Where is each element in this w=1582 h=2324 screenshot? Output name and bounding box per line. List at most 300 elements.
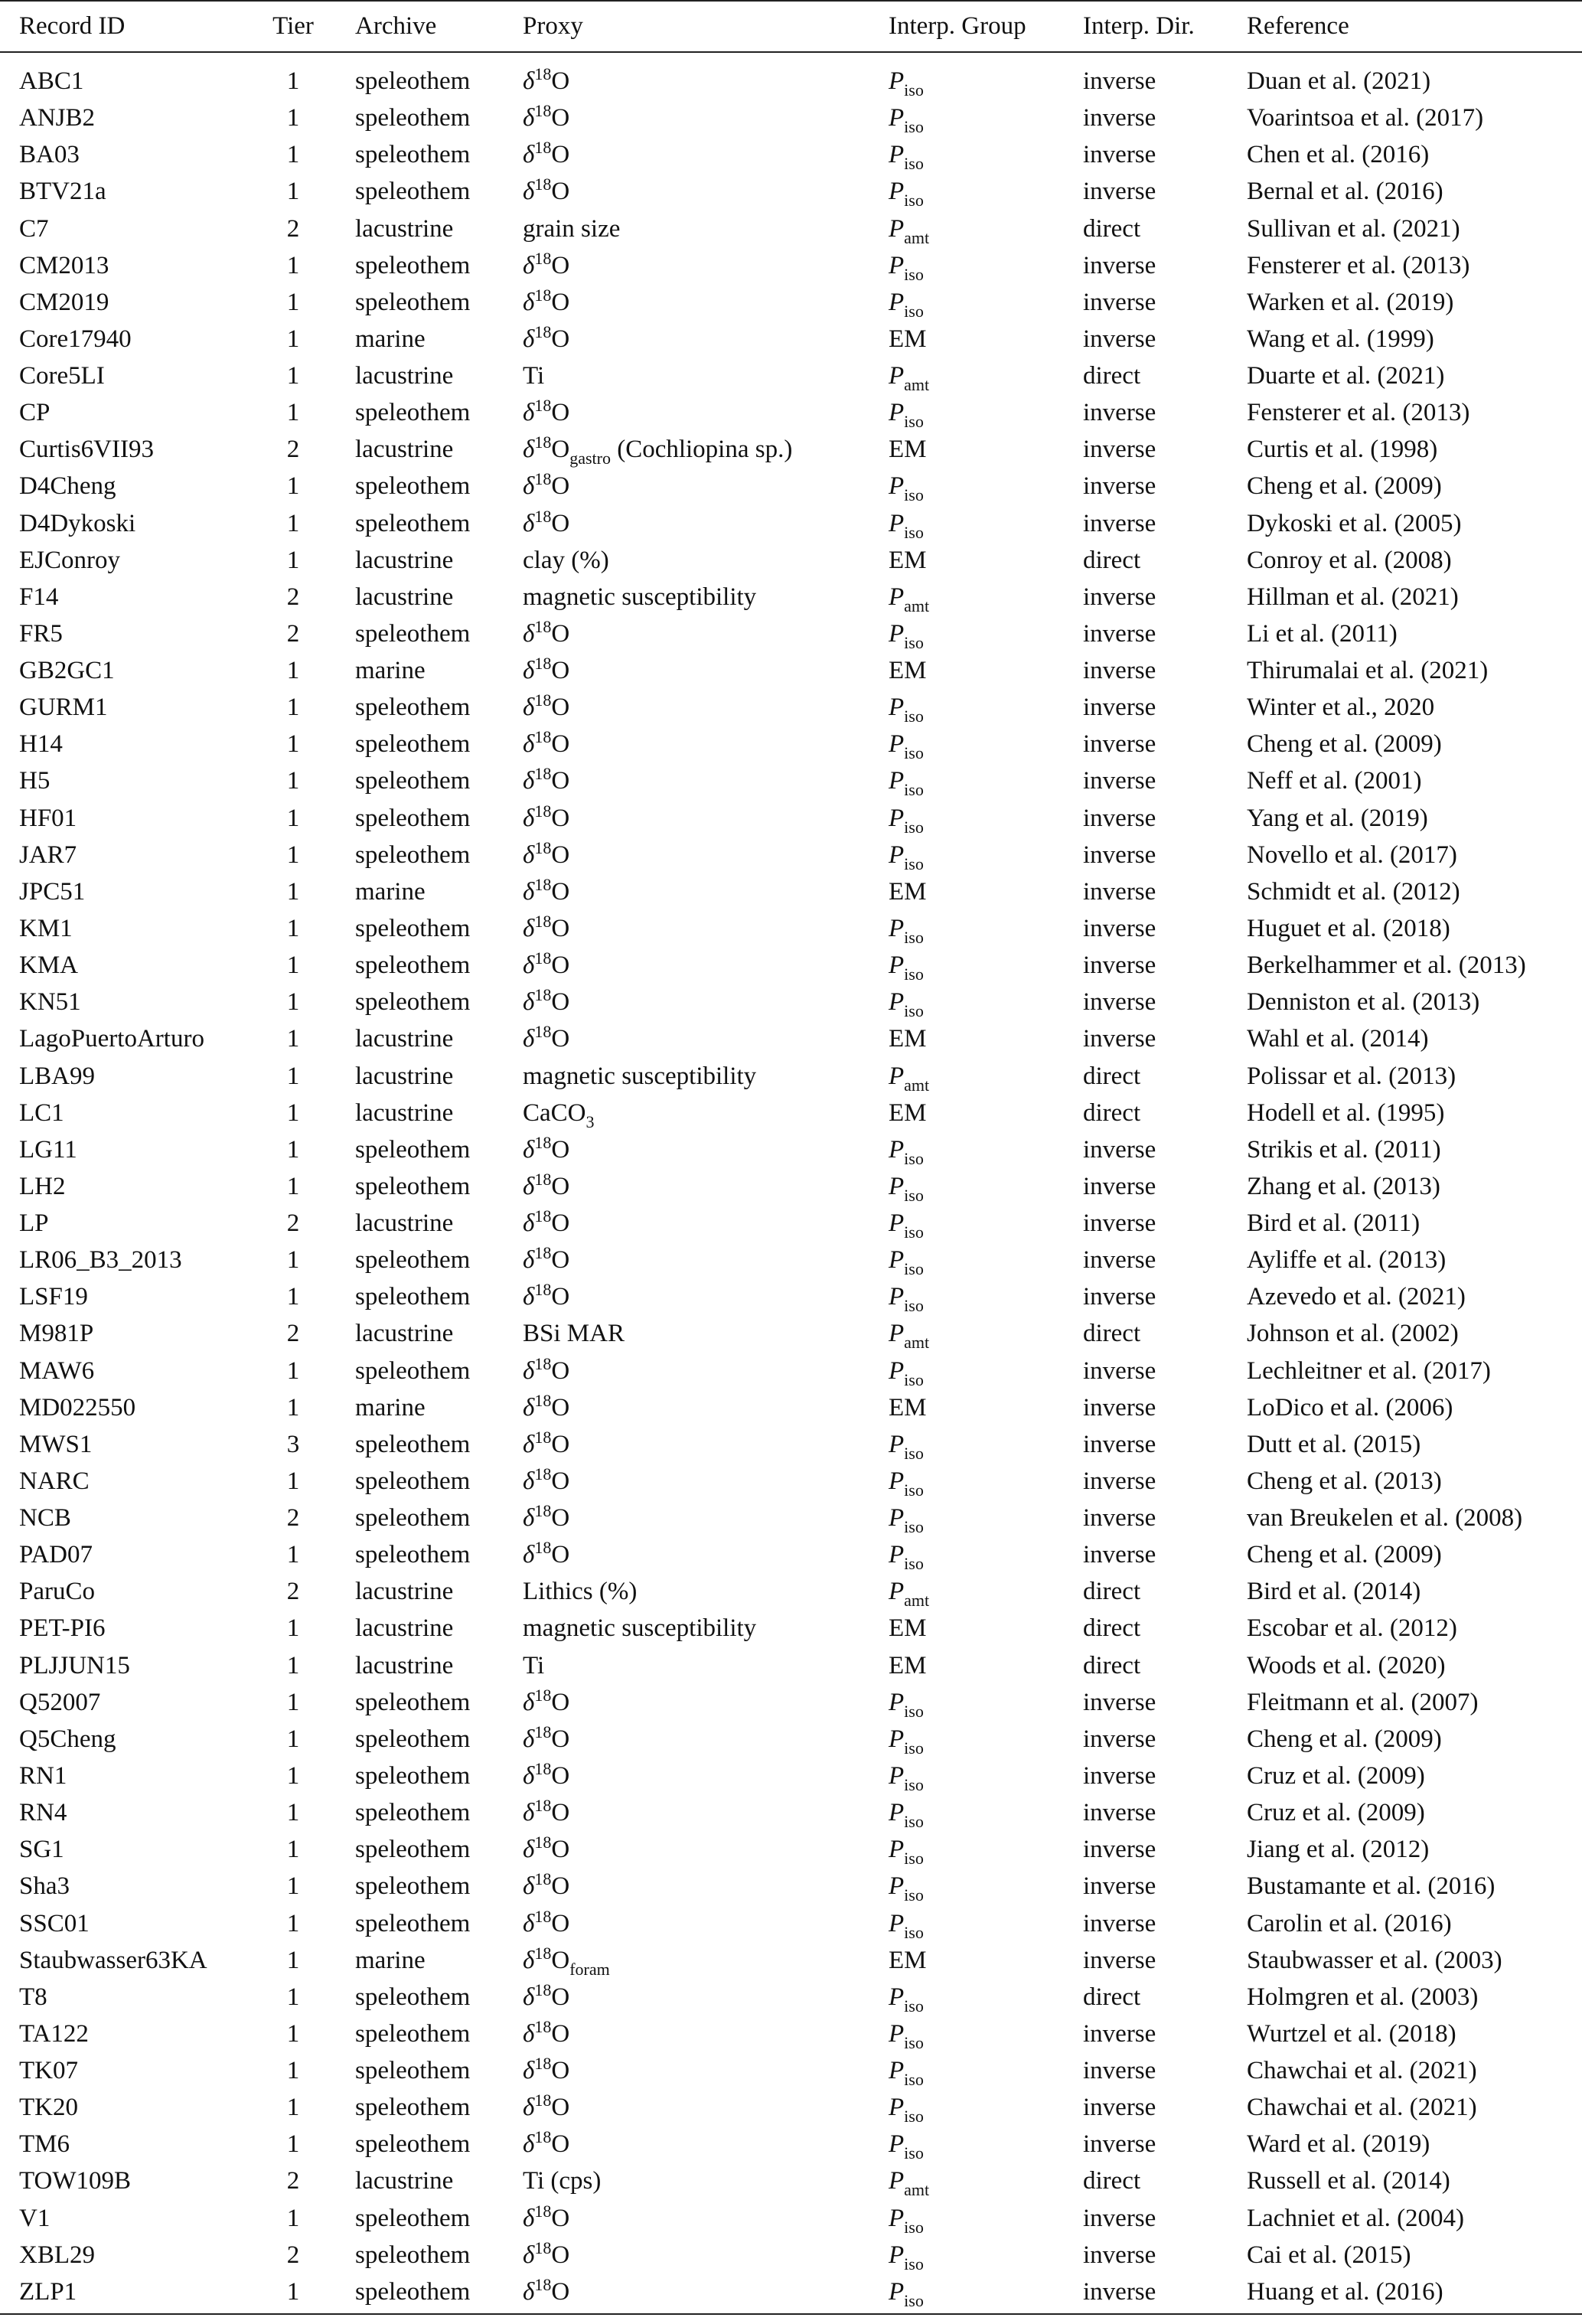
proxy-sup: 18 [534, 1280, 552, 1300]
reference: Russell et al. (2014) [1247, 2167, 1450, 2195]
proxy-sup: 18 [534, 2016, 552, 2036]
interp-dir: inverse [1083, 1025, 1156, 1053]
proxy-delta: δ [523, 988, 535, 1017]
record-id: ParuCo [19, 1578, 95, 1606]
proxy-sup: 18 [534, 911, 552, 931]
interp-dir: inverse [1083, 767, 1156, 795]
archive: speleothem [355, 1135, 471, 1164]
interp-group-sub: iso [904, 1554, 924, 1574]
record-id: PET-PI6 [19, 1614, 106, 1643]
proxy [523, 2126, 569, 2165]
interp-group [889, 1831, 924, 1870]
proxy-base: O [551, 1393, 570, 1421]
interp-group [889, 1536, 924, 1575]
interp-dir: inverse [1083, 2277, 1156, 2306]
interp-group-base: P [889, 67, 905, 95]
reference: Berkelhammer et al. (2013) [1247, 951, 1526, 980]
proxy [523, 837, 569, 876]
tier: 1 [286, 1799, 300, 1827]
interp-group-sub: iso [904, 1369, 924, 1389]
interp-group-sub: iso [904, 2107, 924, 2127]
tier: 1 [286, 509, 300, 537]
proxy [523, 431, 792, 470]
interp-group [889, 800, 924, 839]
reference: Dutt et al. (2015) [1247, 1430, 1421, 1458]
interp-group [889, 947, 924, 986]
record-id: D4Dykoski [19, 509, 136, 537]
proxy-base: Ti [523, 1651, 545, 1679]
reference: Wang et al. (1999) [1247, 325, 1434, 353]
tier: 1 [286, 1836, 300, 1864]
interp-dir: inverse [1083, 1504, 1156, 1532]
reference: Chawchai et al. (2021) [1247, 2057, 1477, 2085]
table-row [0, 1095, 1582, 1131]
interp-dir: inverse [1083, 141, 1156, 169]
reference: Schmidt et al. (2012) [1247, 877, 1460, 906]
reference: Woods et al. (2020) [1247, 1651, 1446, 1679]
proxy-delta: δ [523, 1909, 535, 1937]
interp-dir: inverse [1083, 840, 1156, 869]
proxy [523, 1020, 569, 1059]
interp-group [889, 689, 924, 728]
proxy [523, 615, 569, 654]
interp-group [889, 321, 927, 357]
record-id: JPC51 [19, 877, 86, 906]
interp-group-base: P [889, 288, 905, 316]
interp-group [889, 615, 924, 654]
proxy-sup: 18 [534, 2238, 552, 2257]
archive: marine [355, 1946, 426, 1974]
interp-group-sub: iso [904, 264, 924, 284]
interp-group-base: P [889, 2094, 905, 2122]
proxy-sup: 18 [534, 654, 552, 674]
table-row [0, 468, 1582, 504]
interp-group-base: EM [889, 1614, 927, 1643]
interp-group-base: P [889, 1578, 905, 1606]
table-row [0, 2162, 1582, 2199]
interp-group-sub: iso [904, 412, 924, 432]
interp-group-base: P [889, 509, 905, 537]
record-id: CM2019 [19, 288, 109, 316]
interp-group-sub: iso [904, 2290, 924, 2310]
tier: 1 [286, 694, 300, 722]
reference: Cheng et al. (2009) [1247, 1541, 1442, 1569]
interp-dir: inverse [1083, 1209, 1156, 1238]
reference: LoDico et al. (2006) [1247, 1393, 1453, 1421]
proxy-delta: δ [523, 472, 535, 501]
proxy-delta: δ [523, 767, 535, 795]
interp-dir: inverse [1083, 2241, 1156, 2269]
archive: speleothem [355, 619, 471, 648]
tier: 2 [286, 1578, 300, 1606]
proxy [523, 652, 569, 691]
table-row [0, 1536, 1582, 1573]
proxy [523, 1758, 569, 1797]
archive: lacustrine [355, 1578, 454, 1606]
reference: Cai et al. (2015) [1247, 2241, 1411, 2269]
interp-group-sub: iso [904, 743, 924, 763]
proxy [523, 873, 569, 912]
tier: 1 [286, 2094, 300, 2122]
proxy-base: BSi MAR [523, 1320, 625, 1348]
tier: 1 [286, 472, 300, 501]
archive: lacustrine [355, 214, 454, 243]
proxy-sup: 18 [534, 2054, 552, 2074]
proxy-base: O [551, 1946, 570, 1974]
reference: Lachniet et al. (2004) [1247, 2204, 1465, 2232]
table-row [0, 542, 1582, 579]
header-interp-group: Interp. Group [889, 12, 1026, 40]
archive: lacustrine [355, 362, 454, 390]
table-row [0, 1905, 1582, 1942]
proxy [523, 2162, 601, 2199]
proxy-base: O [551, 1799, 570, 1827]
record-id: ZLP1 [19, 2277, 77, 2306]
proxy [523, 689, 569, 728]
interp-group-base: P [889, 1799, 905, 1827]
interp-group-base: P [889, 141, 905, 169]
interp-dir: inverse [1083, 619, 1156, 648]
interp-group [889, 1278, 924, 1317]
reference: Lechleitner et al. (2017) [1247, 1356, 1491, 1385]
table-row [0, 321, 1582, 357]
interp-group-sub: iso [904, 1885, 924, 1905]
tier: 1 [286, 141, 300, 169]
archive: lacustrine [355, 1614, 454, 1643]
interp-dir: direct [1083, 1614, 1141, 1643]
proxy-sup: 18 [534, 690, 552, 710]
interp-group-base: P [889, 1725, 905, 1753]
proxy [523, 1942, 610, 1981]
proxy-base: O [551, 288, 570, 316]
interp-group-base: P [889, 1909, 905, 1937]
table-row [0, 1942, 1582, 1979]
proxy-sup: 18 [534, 1685, 552, 1705]
record-id: GB2GC1 [19, 657, 115, 685]
interp-group [889, 652, 927, 689]
proxy-base: O [551, 951, 570, 980]
table-row [0, 1242, 1582, 1278]
reference: Jiang et al. (2012) [1247, 1836, 1430, 1864]
interp-group-base: P [889, 251, 905, 279]
archive: speleothem [355, 2130, 471, 2159]
archive: lacustrine [355, 1062, 454, 1090]
interp-dir: direct [1083, 1983, 1141, 2011]
proxy-delta: δ [523, 1688, 535, 1716]
interp-group-base: P [889, 730, 905, 759]
interp-group-sub: amt [904, 1591, 930, 1611]
interp-group-base: P [889, 1320, 905, 1348]
proxy [523, 1058, 756, 1095]
table-row [0, 837, 1582, 873]
proxy-delta: δ [523, 1209, 535, 1238]
proxy [523, 173, 569, 212]
interp-group-sub: iso [904, 854, 924, 873]
interp-group-sub: iso [904, 817, 924, 837]
interp-group-sub: iso [904, 117, 924, 137]
proxy-sup: 18 [534, 175, 552, 194]
proxy-delta: δ [523, 1356, 535, 1385]
proxy [523, 2016, 569, 2055]
tier: 1 [286, 914, 300, 942]
interp-group [889, 468, 924, 507]
interp-dir: inverse [1083, 399, 1156, 427]
interp-group-base: EM [889, 546, 927, 574]
proxy-base: Lithics (%) [523, 1578, 638, 1606]
table-row [0, 2016, 1582, 2052]
table-row [0, 1315, 1582, 1352]
proxy-sup: 18 [534, 1758, 552, 1778]
proxy-delta: δ [523, 730, 535, 759]
table-row [0, 873, 1582, 910]
archive: speleothem [355, 2019, 471, 2048]
interp-group-sub: iso [904, 301, 924, 321]
proxy-delta: δ [523, 2019, 535, 2048]
header-record-id: Record ID [19, 12, 126, 40]
archive: speleothem [355, 2277, 471, 2306]
interp-group-sub: iso [904, 1812, 924, 1832]
proxy-base: grain size [523, 214, 621, 243]
proxy-delta: δ [523, 1283, 535, 1311]
interp-dir: inverse [1083, 657, 1156, 685]
table-row [0, 1979, 1582, 2016]
interp-group-sub: iso [904, 80, 924, 100]
archive: speleothem [355, 1688, 471, 1716]
interp-group-base: P [889, 1356, 905, 1385]
proxy-delta: δ [523, 325, 535, 353]
reference: Hodell et al. (1995) [1247, 1098, 1445, 1127]
tier: 2 [286, 583, 300, 611]
interp-group [889, 100, 924, 139]
proxy-base: O [551, 1356, 570, 1385]
interp-group-base: P [889, 804, 905, 832]
record-id: ANJB2 [19, 104, 96, 132]
record-id: LP [19, 1209, 49, 1238]
record-id: MAW6 [19, 1356, 95, 1385]
record-id: XBL29 [19, 2241, 95, 2269]
tier: 1 [286, 1246, 300, 1275]
reference: Dykoski et al. (2005) [1247, 509, 1462, 537]
interp-group [889, 762, 924, 801]
reference: Novello et al. (2017) [1247, 840, 1457, 869]
interp-group-sub: iso [904, 1849, 924, 1869]
archive: speleothem [355, 694, 471, 722]
interp-group-sub: iso [904, 1148, 924, 1168]
archive: lacustrine [355, 2167, 454, 2195]
table-row [0, 762, 1582, 799]
interp-group-base: EM [889, 657, 927, 685]
interp-group-sub: iso [904, 154, 924, 174]
reference: van Breukelen et al. (2008) [1247, 1504, 1523, 1532]
record-id: H14 [19, 730, 63, 759]
proxy-delta: δ [523, 1946, 535, 1974]
proxy [523, 2052, 569, 2091]
interp-dir: inverse [1083, 1283, 1156, 1311]
interp-group-base: P [889, 1467, 905, 1495]
table-row [0, 1168, 1582, 1205]
interp-dir: inverse [1083, 509, 1156, 537]
proxy-base: clay (%) [523, 546, 609, 574]
archive: marine [355, 657, 426, 685]
interp-group-base: P [889, 472, 905, 501]
proxy-sup: 18 [534, 1869, 552, 1889]
interp-group-base: EM [889, 1025, 927, 1053]
tier: 1 [286, 178, 300, 206]
proxy [523, 468, 569, 507]
proxy [523, 1278, 569, 1317]
interp-dir: direct [1083, 2167, 1141, 2195]
table-row [0, 615, 1582, 652]
proxy-sup: 18 [534, 985, 552, 1005]
table-row [0, 2089, 1582, 2126]
proxy-sup: 18 [534, 285, 552, 305]
table-row [0, 247, 1582, 284]
interp-group [889, 1684, 924, 1723]
proxy-delta: δ [523, 509, 535, 537]
interp-group [889, 1979, 924, 2018]
interp-group-sub: iso [904, 1738, 924, 1758]
proxy-base: O [551, 2094, 570, 2122]
proxy-delta: δ [523, 1799, 535, 1827]
tier: 1 [286, 104, 300, 132]
tier: 1 [286, 1651, 300, 1679]
interp-group [889, 1353, 924, 1392]
tier: 1 [286, 1025, 300, 1053]
interp-group-sub: iso [904, 927, 924, 947]
reference: Fensterer et al. (2013) [1247, 251, 1470, 279]
tier: 1 [286, 2130, 300, 2159]
record-id: PAD07 [19, 1541, 93, 1569]
record-id: Core17940 [19, 325, 132, 353]
table-row [0, 1463, 1582, 1500]
interp-group [889, 837, 924, 876]
interp-group-sub: amt [904, 1333, 930, 1353]
proxy-base: O [551, 1283, 570, 1311]
interp-dir: inverse [1083, 288, 1156, 316]
proxy [523, 505, 569, 544]
proxy-delta: δ [523, 1430, 535, 1458]
reference: Zhang et al. (2013) [1247, 1172, 1440, 1200]
record-id: SG1 [19, 1836, 64, 1864]
reference: Huang et al. (2016) [1247, 2277, 1443, 2306]
table-row [0, 1389, 1582, 1426]
archive: speleothem [355, 1283, 471, 1311]
proxy [523, 1573, 637, 1610]
tier: 1 [286, 67, 300, 95]
proxy-base: magnetic susceptibility [523, 1062, 757, 1090]
table-row [0, 1500, 1582, 1536]
reference: Fleitmann et al. (2007) [1247, 1688, 1479, 1716]
proxy-base: O [551, 657, 570, 685]
proxy-sup: 18 [534, 1464, 552, 1484]
proxy [523, 357, 544, 394]
interp-dir: inverse [1083, 67, 1156, 95]
proxy-base: O [551, 325, 570, 353]
interp-group [889, 1721, 924, 1760]
proxy-sup: 18 [534, 1243, 552, 1263]
interp-dir: inverse [1083, 2204, 1156, 2232]
proxy-base: O [551, 67, 570, 95]
record-id: RN4 [19, 1799, 67, 1827]
reference: Sullivan et al. (2021) [1247, 214, 1460, 243]
interp-group [889, 1168, 924, 1207]
archive: speleothem [355, 251, 471, 279]
proxy [523, 1205, 569, 1244]
reference: Bustamante et al. (2016) [1247, 1872, 1496, 1901]
proxy [523, 2237, 569, 2276]
archive: lacustrine [355, 1651, 454, 1679]
interp-group [889, 910, 924, 949]
record-id: BTV21a [19, 178, 106, 206]
record-id: Core5LI [19, 362, 105, 390]
interp-dir: inverse [1083, 1467, 1156, 1495]
proxy [523, 1794, 569, 1833]
tier: 1 [286, 1356, 300, 1385]
archive: lacustrine [355, 436, 454, 464]
table-row [0, 1573, 1582, 1610]
proxy-sub: foram [569, 1959, 610, 1979]
header-tier: Tier [272, 12, 314, 40]
proxy-base: O [551, 2130, 570, 2159]
record-id: SSC01 [19, 1909, 90, 1937]
tier: 1 [286, 730, 300, 759]
interp-group-base: P [889, 951, 905, 980]
interp-group [889, 1942, 927, 1979]
interp-group-base: P [889, 362, 905, 390]
interp-group [889, 2126, 924, 2165]
archive: speleothem [355, 1246, 471, 1275]
reference: Denniston et al. (2013) [1247, 988, 1480, 1017]
tier: 1 [286, 1872, 300, 1901]
tier: 1 [286, 546, 300, 574]
record-id: LBA99 [19, 1062, 95, 1090]
archive: speleothem [355, 1872, 471, 1901]
proxy-base: O [551, 2057, 570, 2085]
interp-group-sub: iso [904, 1517, 924, 1537]
interp-group [889, 1058, 929, 1097]
interp-group-sub: iso [904, 1259, 924, 1279]
proxy-sup: 18 [534, 1833, 552, 1852]
proxy-sup: 18 [534, 1390, 552, 1410]
interp-dir: inverse [1083, 1356, 1156, 1385]
tier: 1 [286, 1098, 300, 1127]
record-id: TM6 [19, 2130, 70, 2159]
interp-dir: inverse [1083, 730, 1156, 759]
interp-group [889, 1389, 927, 1426]
proxy-base: O [551, 619, 570, 648]
proxy-base: O [551, 1836, 570, 1864]
interp-group [889, 2200, 924, 2239]
interp-dir: inverse [1083, 1135, 1156, 1164]
proxy-sup: 18 [534, 506, 552, 526]
interp-group [889, 1758, 924, 1797]
interp-dir: direct [1083, 1651, 1141, 1679]
interp-group-sub: iso [904, 1774, 924, 1794]
record-id: MD022550 [19, 1393, 136, 1421]
proxy-delta: δ [523, 1025, 535, 1053]
proxy [523, 63, 569, 102]
reference: Bird et al. (2011) [1247, 1209, 1421, 1238]
proxy [523, 1868, 569, 1907]
interp-dir: inverse [1083, 1688, 1156, 1716]
archive: speleothem [355, 1172, 471, 1200]
archive: speleothem [355, 1541, 471, 1569]
archive: speleothem [355, 767, 471, 795]
reference: Fensterer et al. (2013) [1247, 399, 1470, 427]
interp-group [889, 1794, 924, 1833]
archive: marine [355, 877, 426, 906]
reference: Chawchai et al. (2021) [1247, 2094, 1477, 2122]
